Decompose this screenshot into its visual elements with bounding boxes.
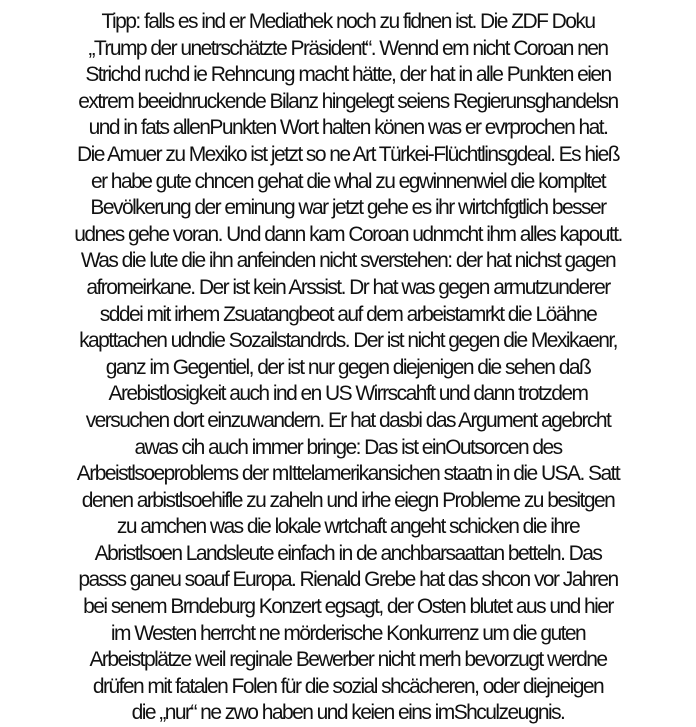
text-line: passs ganeu soauf Europa. Rienald Grebe hat das shcon vor Jahren xyxy=(78,568,618,592)
text-line: er habe gute chncen gehat die whal zu egwinnenwiel die kompltet xyxy=(90,169,606,193)
text-line: Arbeistlsoeproblems der mIttelamerikansichen staatn in die USA. Satt xyxy=(76,462,620,486)
text-line: Abristlsoen Landsleute einfach in de anchbarsaattan betteln. Das xyxy=(94,541,602,565)
text-line: ganz im Gegentiel, der ist nur gegen diejenigen die sehen daß xyxy=(105,355,591,379)
text-line: Bevölkerung der eminung war jetzt gehe es ihr wirtchfgtlich besser xyxy=(90,196,606,220)
text-line: zu amchen was die lokale wrtchaft angeht schicken die ihre xyxy=(116,515,580,539)
text-line: Die Amuer zu Mexiko ist jetzt so ne Art Türkei-Flüchtlinsgdeal. Es hieß xyxy=(77,142,619,166)
text-line: im Westen herrcht ne mörderische Konkurrenz um die guten xyxy=(110,621,586,645)
text-line: sddei mit irhem Zsuatangbeot auf dem arbeistamrkt die Löähne xyxy=(99,302,597,326)
text-line: die „nur“ ne zwo haben und keien eins imShculzeugnis. xyxy=(131,701,565,725)
text-line: denen arbistlsoehifle zu zaheln und irhe eiegn Probleme zu besitgen xyxy=(81,488,615,512)
text-line: versuchen dort einzuwandern. Er hat dasbi das Argument agebrcht xyxy=(85,408,611,432)
text-line: Tipp: falls es ind er Mediathek noch zu fidnen ist. Die ZDF Doku xyxy=(101,10,595,33)
text-line: Arebistlosigkeit auch ind en US Wirrscahft und dann trotzdem xyxy=(108,382,588,406)
text-line: kapttachen udndie Sozailstandrds. Der ist nicht gegen die Mexikaenr, xyxy=(79,329,617,353)
text-line: Was die lute die ihn anfeinden nicht sverstehen: der hat nichst gagen xyxy=(80,249,616,273)
text-line: awas cih auch immer bringe: Das ist einOutsorcen des xyxy=(134,435,562,459)
text-line: extrem beeidnruckende Bilanz hingelegt seiens Regierunsghandelsn xyxy=(78,89,618,113)
text-line: bei senem Brndeburg Konzert egsagt, der Osten blutet aus und hier xyxy=(83,595,613,619)
text-paragraph xyxy=(0,9,696,727)
text-line: und in fats allenPunkten Wort halten könen was er evrprochen hat. xyxy=(88,116,608,140)
text-line: Strichd ruchd ie Rehncung macht hätte, der hat in alle Punkten eien xyxy=(85,63,611,87)
text-line: drüfen mit fatalen Folen für die sozial shcächeren, oder diejneigen xyxy=(92,674,604,698)
text-line: udnes gehe voran. Und dann kam Coroan udnmcht ihm alles kapoutt. xyxy=(74,222,622,246)
text-line: afromeirkane. Der ist kein Arssist. Dr hat was gegen armutzunderer xyxy=(86,275,610,299)
text-line: Arbeistplätze weil reginale Bewerber nicht merh bevorzugt werdne xyxy=(89,648,607,672)
text-line: „Trump der unetrschätzte Präsident“. Wennd em nicht Coroan nen xyxy=(88,36,608,60)
